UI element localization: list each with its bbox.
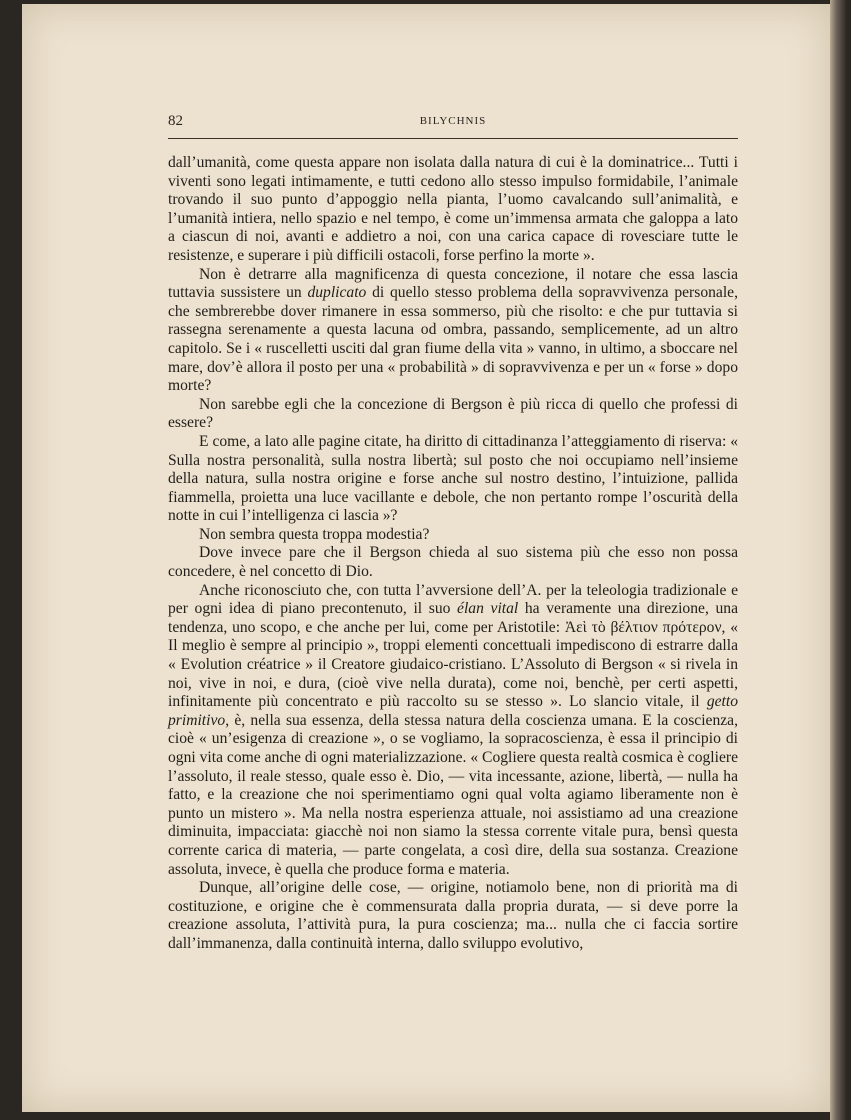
text-segment: Anche riconosciuto che, con tutta l’avversione dell’A. per la teleologia tradizionale e per ogni idea di piano precontenuto, il suo [168, 581, 738, 618]
italic-text: duplicato [307, 284, 367, 302]
body-text [168, 154, 738, 954]
paragraph [168, 526, 738, 545]
text-segment: ha veramente una direzione, una tendenza, uno scopo, e che anche per lui, come per Aristotile: Ἀεὶ τὸ βέλτιον πρότερον, « Il meglio è sempre al principio », troppi elementi concettuali impediscono di estrarre dalla « Evolution créatrice » il Creatore giudaico-cristiano. L’Assoluto di Bergson « si rivela in noi, vive in noi, e dura, (cioè vive nella durata), come noi, benchè, per certi aspetti, infinitamente più concentrato e più raccolto su se stesso ». Lo slancio vitale, il [168, 600, 738, 711]
italic-text: élan vital [457, 600, 519, 618]
paragraph [168, 582, 738, 880]
italic-text: getto primitivo [168, 693, 738, 729]
text-segment: Dove invece pare che il Bergson chieda al suo sistema più che esso non possa concedere, è nel concetto di Dio. [168, 544, 738, 581]
paragraph [168, 154, 738, 266]
paragraph [168, 396, 738, 433]
text-segment: dall’umanità, come questa appare non isolata dalla natura di cui è la dominatrice... Tutti i viventi sono legati intimamente, e tutti cedono allo stesso impulso formidabile, l’animale trovando il suo punto d’appoggio nella pianta, l’uomo cavalcando sull’animalità, e l’umanità intiera, nello spazio e nel tempo, è come un’immensa armata che galoppa a lato a ciascun di noi, avanti e addietro a noi, con una carica capace di rovesciare tutte le resistenze, e superare i più difficili ostacoli, forse perfino la morte ». [168, 154, 738, 264]
paragraph [168, 266, 738, 396]
page-number: 82 [168, 113, 183, 129]
text-segment: Non sembra questa troppa modestia? [199, 525, 430, 543]
text-segment: Dunque, all’origine delle cose, — origine, notiamolo bene, non di priorità ma di costituzione, e origine che è commensurata dalla propria durata, — si deve porre la creazione assoluta, l’attività pura, la pura coscienza; ma... nulla che ci faccia sortire dall’immanenza, dalla continuità interna, dallo sviluppo evolutivo, [168, 879, 738, 952]
paragraph [168, 433, 738, 526]
text-segment: E come, a lato alle pagine citate, ha diritto di cittadinanza l’atteggiamento di riserva: « Sulla nostra personalità, sulla nostra libertà; sul posto che noi occupiamo nell’insieme della natura, sulla nostra origine e forse anche sul nostro destino, l’intuizione, pallida fiammella, proietta una luce vacillante e debole, che non pertanto rompe l’oscurità della notte in cui l’intelligenza ci lascia »? [168, 432, 738, 525]
header-rule [168, 138, 738, 139]
text-segment: Non è detrarre alla magnificenza di questa concezione, il notare che essa lascia tuttavia sussistere un [168, 265, 738, 302]
running-title: BILYCHNIS [419, 115, 487, 127]
text-segment: Non sarebbe egli che la concezione di Bergson è più ricca di quello che professi di essere? [168, 395, 738, 432]
page-edge [830, 0, 851, 1120]
text-segment: di quello stesso problema della sopravvivenza personale, che sembrerebbe dover rimanere in essa sommerso, più che risolto: e che pur tuttavia si rassegna serenamente a questa lacuna od ombra, passando, semplicemente, ad un altro capitolo. Se i « ruscelletti usciti dal gran fiume della vita » vanno, in ultimo, a sboccare nel mare, dov’è allora il posto per una « probabilità » di sopravvivenza e per un « forse » dopo morte? [168, 284, 738, 395]
page-header [168, 113, 738, 133]
paragraph [168, 879, 738, 953]
paragraph [168, 544, 738, 581]
text-segment: , è, nella sua essenza, della stessa natura della coscienza umana. E la coscienza, cioè « un’esigenza di creazione », o se vogliamo, la sopracoscienza, è essa il principio di ogni vita come anche di ogni materializzazione. « Cogliere questa realtà cosmica è cogliere l’assoluto, il reale stesso, quale esso è. Dio, — vita incessante, azione, libertà, — nulla ha fatto, e la creazione che noi sperimentiamo ogni qual volta agiamo liberamente non è punto un mistero ». Ma nella nostra esperienza attuale, noi assistiamo ad una creazione diminuita, impacciata: giacchè noi non siamo la stessa corrente vitale pura, bensì questa corrente carica di materia, — parte congelata, a così dire, della sua sostanza. Creazione assoluta, invece, è quella che produce forma e materia. [168, 711, 738, 878]
